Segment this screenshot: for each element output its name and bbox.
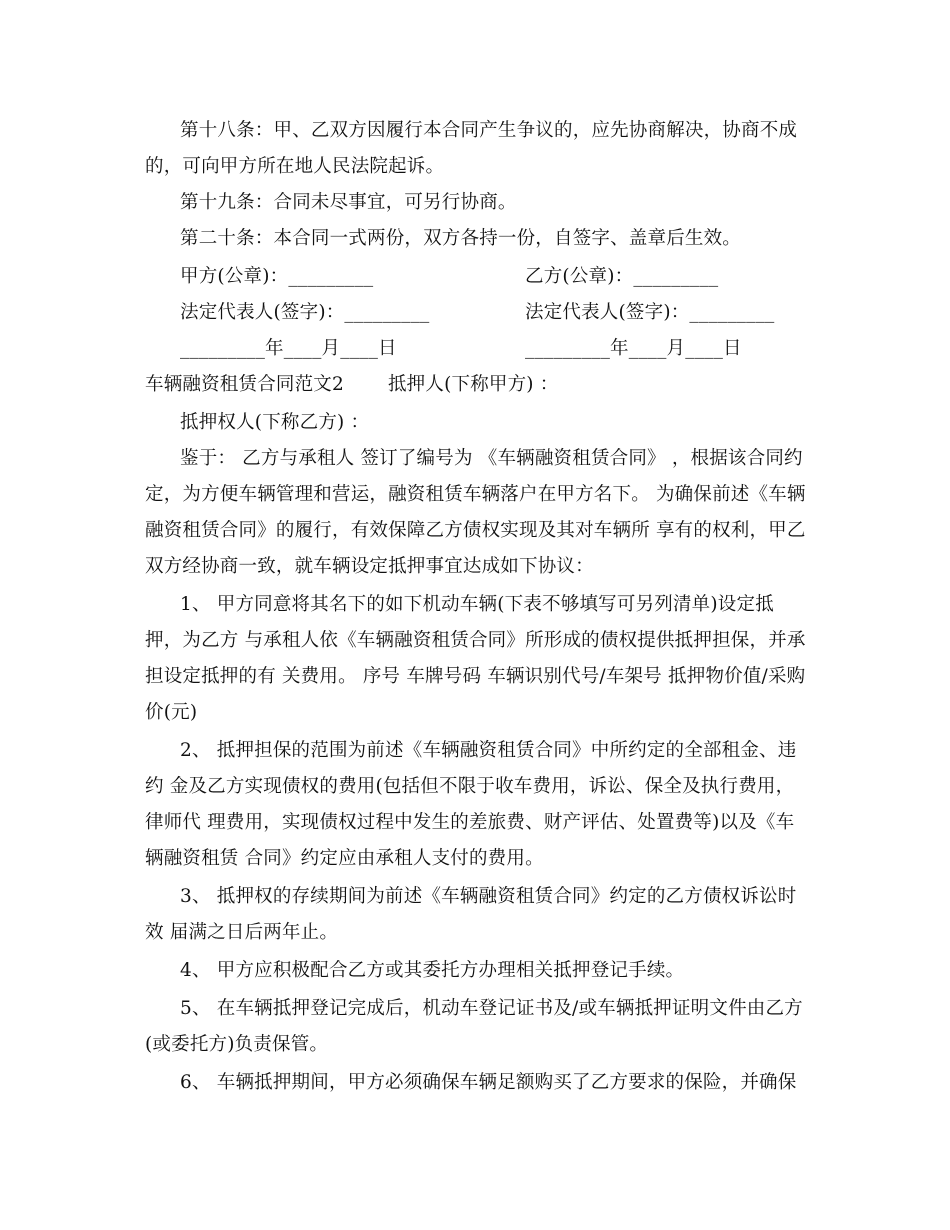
item-5-line-2: (或委托方)负责保管。 (145, 1034, 329, 1055)
mortgagee-label: 抵押权人(下称乙方) ： (180, 412, 370, 433)
item-1-line-1: 1、 甲方同意将其名下的如下机动车辆(下表不够填写可另列清单)设定抵 (180, 594, 774, 615)
party-b-representative: 法定代表人(签字)：_________ (525, 302, 775, 323)
party-a-seal: 甲方(公章)：_________ (180, 266, 374, 287)
whereas-line-4: 双方经协商一致，就车辆设定抵押事宜达成如下协议： (145, 556, 594, 577)
party-b-seal: 乙方(公章)：_________ (525, 266, 719, 287)
item-2-line-3: 律师代 理费用，实现债权过程中发生的差旅费、财产评估、处置费等)以及《车 (145, 812, 795, 833)
article-18-line-1: 第十八条：甲、乙双方因履行本合同产生争议的，应先协商解决，协商不成 (180, 120, 798, 141)
item-6-line-1: 6、 车辆抵押期间，甲方必须确保车辆足额购买了乙方要求的保险，并确保 (180, 1072, 797, 1093)
second-contract-title: 车辆融资租赁合同范文2 (145, 374, 344, 395)
item-3-line-2: 效 届满之日后两年止。 (145, 922, 339, 943)
second-contract-heading (145, 372, 559, 398)
item-2-line-1: 2、 抵押担保的范围为前述《车辆融资租赁合同》中所约定的全部租金、违 (180, 740, 797, 761)
item-3-line-1: 3、 抵押权的存续期间为前述《车辆融资租赁合同》约定的乙方债权诉讼时 (180, 886, 797, 907)
whereas-line-3: 融资租赁合同》的履行，有效保障乙方债权实现及其对车辆所 享有的权利，甲乙 (145, 520, 806, 541)
party-a-date: _________年____月____日 (180, 338, 397, 359)
party-b-date: _________年____月____日 (525, 338, 742, 359)
item-1-line-4: 价(元) (145, 702, 198, 723)
item-4: 4、 甲方应积极配合乙方或其委托方办理相关抵押登记手续。 (180, 960, 685, 981)
article-19: 第十九条：合同未尽事宜，可另行协商。 (180, 192, 517, 213)
whereas-line-1: 鉴于： 乙方与承租人 签订了编号为 《车辆融资租赁合同》 ，根据该合同约 (180, 448, 803, 469)
party-a-representative: 法定代表人(签字)：_________ (180, 302, 430, 323)
item-5-line-1: 5、 在车辆抵押登记完成后，机动车登记证书及/或车辆抵押证明文件由乙方 (180, 998, 803, 1019)
item-2-line-2: 约 金及乙方实现债权的费用(包括但不限于收车费用，诉讼、保全及执行费用， (145, 776, 795, 797)
item-1-line-2: 押，为乙方 与承租人依《车辆融资租赁合同》所形成的债权提供抵押担保，并承 (145, 630, 806, 651)
whereas-line-2: 定，为方便车辆管理和营运，融资租赁车辆落户在甲方名下。 为确保前述《车辆 (145, 484, 806, 505)
article-18-line-2: 的，可向甲方所在地人民法院起诉。 (145, 156, 445, 177)
item-1-line-3: 担设定抵押的有 关费用。 序号 车牌号码 车辆识别代号/车架号 抵押物价值/采购 (145, 666, 806, 687)
mortgagor-label: 抵押人(下称甲方) ： (387, 374, 559, 395)
item-2-line-4: 辆融资租赁 合同》约定应由承租人支付的费用。 (145, 848, 544, 869)
article-20: 第二十条：本合同一式两份，双方各持一份，自签字、盖章后生效。 (180, 228, 742, 249)
